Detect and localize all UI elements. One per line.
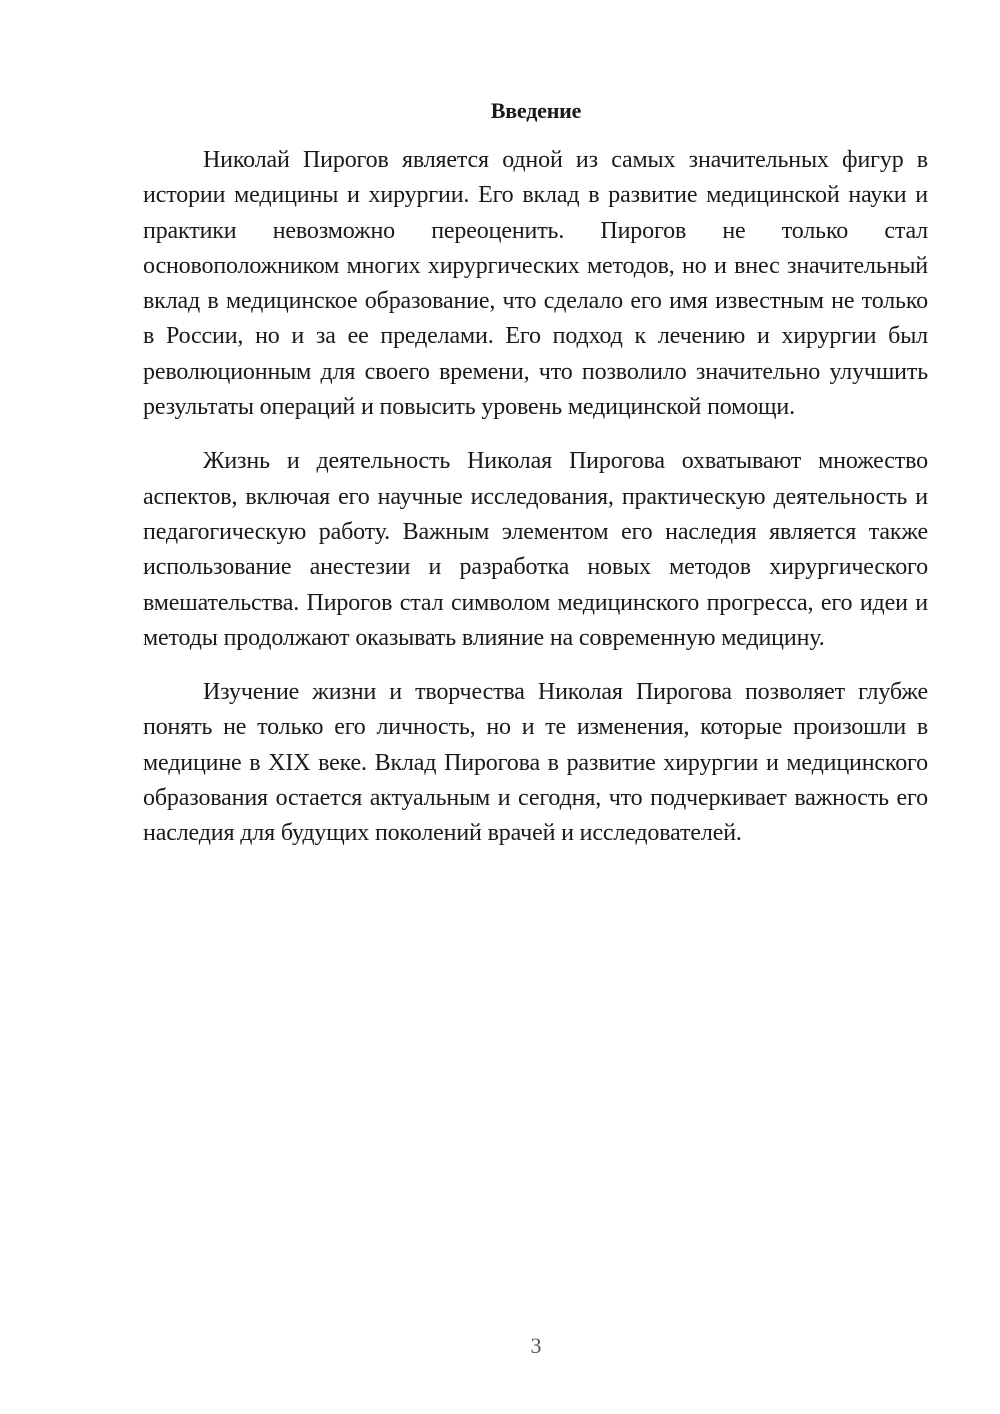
paragraph-3: Изучение жизни и творчества Николая Пирогова позволяет глубже понять не только его личность, но и те изменения, которые произошли в медицине в XIX веке. Вклад Пирогова в развитие хирургии и медицинского образования остается актуальным и сегодня, что подчеркивает важность его наследия для будущих поколений врачей и исследователей. [143, 679, 928, 847]
section-title: Введение [490, 98, 582, 123]
body-text [143, 143, 928, 871]
paragraph-2: Жизнь и деятельность Николая Пирогова охватывают множество аспектов, включая его научные исследования, практическую деятельность и педагогическую работу. Важным элементом его наследия является также использование анестезии и разработка новых методов хирургического вмешательства. Пирогов стал символом медицинского прогресса, его идеи и методы продолжают оказывать влияние на современную медицину. [143, 448, 928, 651]
page-number: 3 [530, 1333, 542, 1358]
paragraph-1: Николай Пирогов является одной из самых значительных фигур в истории медицины и хирургии. Его вклад в развитие медицинской науки и практики невозможно переоценить. Пирогов не только стал основоположником многих хирургических методов, но и внес значительный вклад в медицинское образование, что сделало его имя известным не только в России, но и за ее пределами. Его подход к лечению и хирургии был революционным для своего времени, что позволило значительно улучшить результаты операций и повысить уровень медицинской помощи. [143, 147, 928, 421]
